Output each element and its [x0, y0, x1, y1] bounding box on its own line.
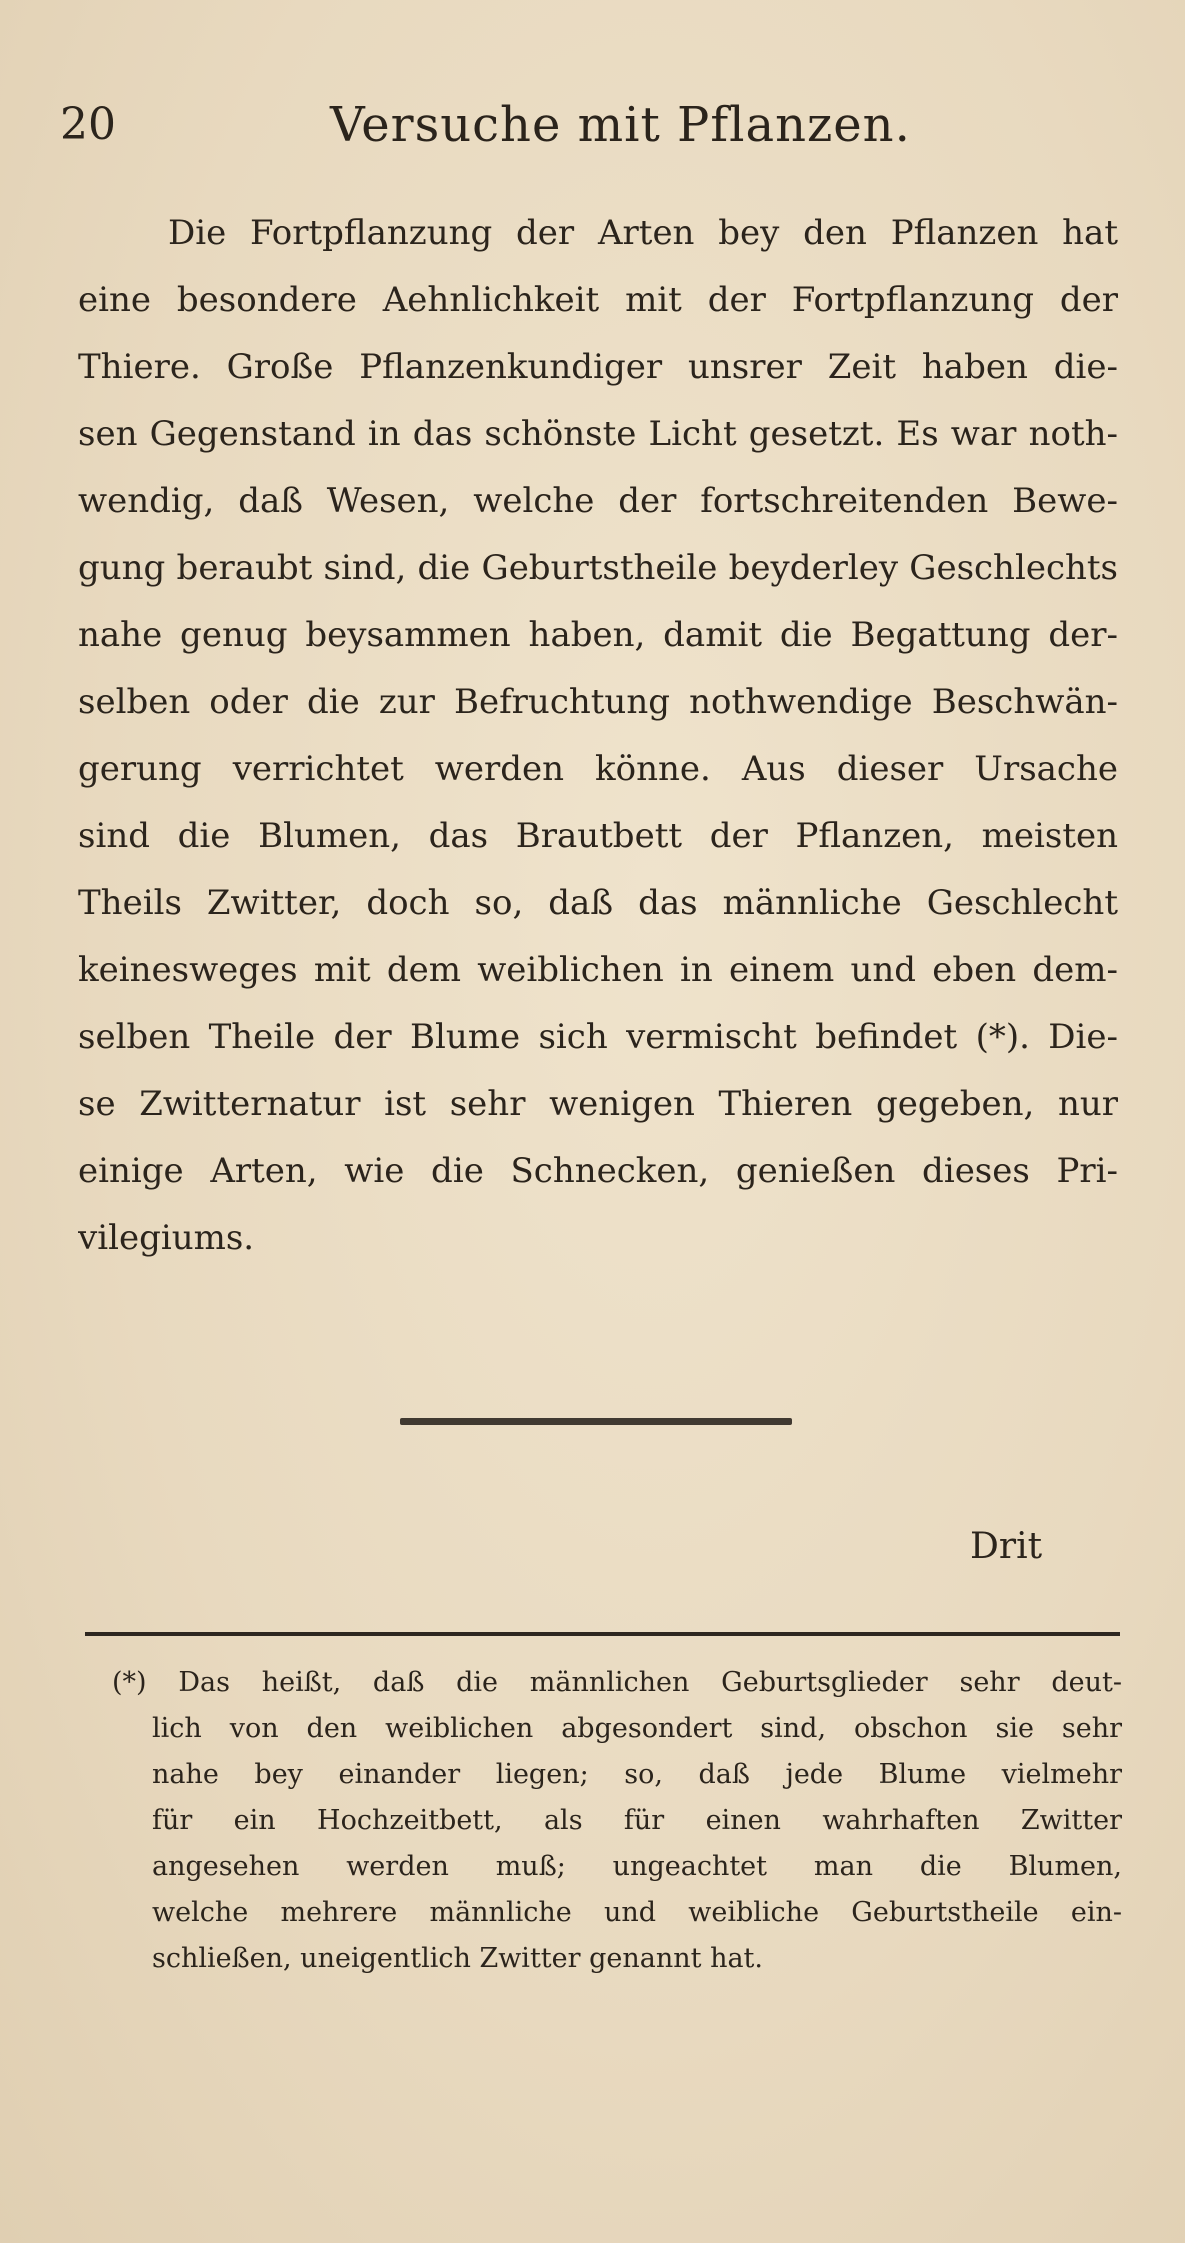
footnote-line: welche mehrere männliche und weibliche Geburtstheile ein-: [152, 1897, 1122, 1928]
page-number: 20: [60, 99, 116, 150]
running-head: Versuche mit Pflanzen.: [330, 97, 911, 153]
section-divider: [400, 1418, 792, 1425]
text-line: gung beraubt sind, die Geburtstheile beyderley Geschlechts: [78, 548, 1118, 588]
catchword: Drit: [970, 1526, 1043, 1567]
text-line: selben oder die zur Befruchtung nothwendige Beschwän-: [78, 682, 1118, 722]
footnote-line: angesehen werden muß; ungeachtet man die Blumen,: [152, 1851, 1122, 1882]
text-line: Thiere. Große Pflanzenkundiger unsrer Zeit haben die-: [78, 347, 1118, 387]
text-line: gerung verrichtet werden könne. Aus dieser Ursache: [78, 749, 1118, 789]
text-line: Die Fortpflanzung der Arten bey den Pflanzen hat: [168, 213, 1118, 253]
text-line: eine besondere Aehnlichkeit mit der Fortpflanzung der: [78, 280, 1118, 320]
footnote-rule: [85, 1632, 1120, 1636]
text-line: wendig, daß Wesen, welche der fortschreitenden Bewe-: [78, 481, 1118, 521]
text-line: selben Theile der Blume sich vermischt befindet (*). Die-: [78, 1017, 1118, 1057]
footnote-line: schließen, uneigentlich Zwitter genannt hat.: [152, 1943, 763, 1974]
footnote-line: lich von den weiblichen abgesondert sind, obschon sie sehr: [152, 1713, 1122, 1744]
footnote-line: nahe bey einander liegen; so, daß jede Blume vielmehr: [152, 1759, 1122, 1790]
page-header: [60, 95, 1110, 155]
main-paragraph: [78, 200, 1118, 1272]
footnote-line: für ein Hochzeitbett, als für einen wahrhaften Zwitter: [152, 1805, 1122, 1836]
text-line: einige Arten, wie die Schnecken, genießen dieses Pri-: [78, 1151, 1118, 1191]
text-line: sen Gegenstand in das schönste Licht gesetzt. Es war noth-: [78, 414, 1118, 454]
text-line: sind die Blumen, das Brautbett der Pflanzen, meisten: [78, 816, 1118, 856]
text-line: keinesweges mit dem weiblichen in einem und eben dem-: [78, 950, 1118, 990]
footnote: [112, 1660, 1122, 1982]
footnote-line: (*) Das heißt, daß die männlichen Geburtsglieder sehr deut-: [112, 1667, 1122, 1698]
text-line: nahe genug beysammen haben, damit die Begattung der-: [78, 615, 1118, 655]
text-line: se Zwitternatur ist sehr wenigen Thieren gegeben, nur: [78, 1084, 1118, 1124]
text-line: vilegiums.: [78, 1218, 255, 1258]
text-line: Theils Zwitter, doch so, daß das männliche Geschlecht: [78, 883, 1118, 923]
